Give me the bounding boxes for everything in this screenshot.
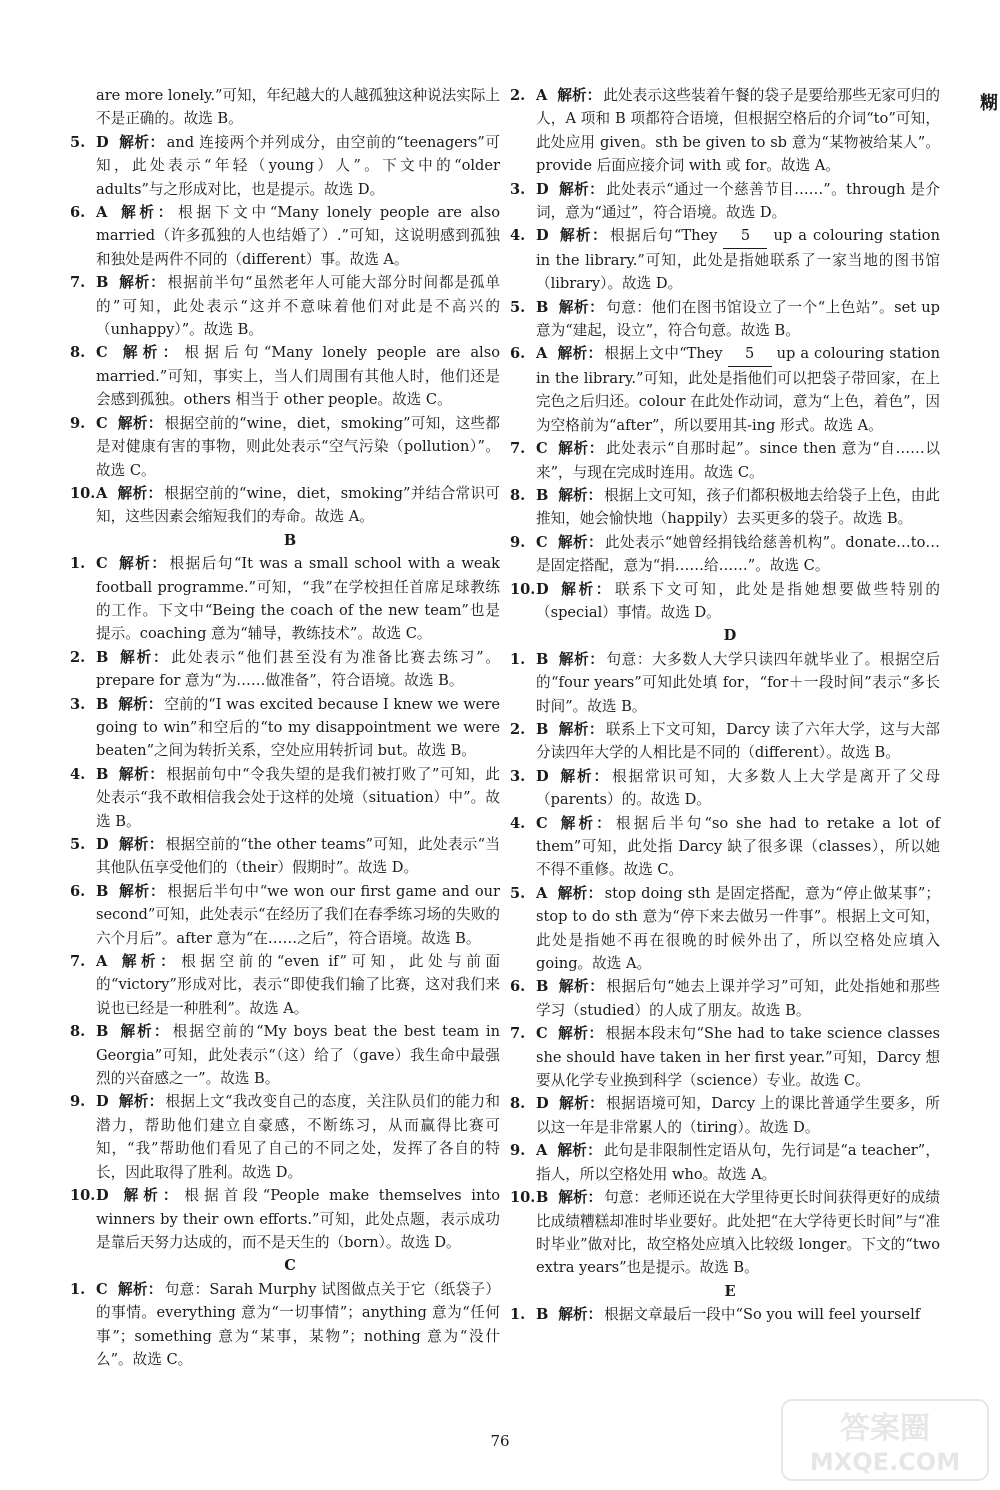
answer-letter: B bbox=[536, 298, 549, 316]
answer-letter: B bbox=[96, 765, 109, 783]
analysis-label: 解析： bbox=[117, 1280, 163, 1298]
question-number: 7. bbox=[510, 440, 526, 458]
answer-letter: B bbox=[96, 648, 109, 666]
answer-item bbox=[70, 341, 500, 411]
answer-letter: C bbox=[96, 414, 108, 432]
question-number: 1. bbox=[70, 1280, 86, 1298]
analysis-text: 根据前半句“虽然老年人可能大部分时间都是孤单的”可知，此处表示“这并不意味着他们对此是不高兴的（unhappy）”。故选 B。 bbox=[96, 274, 500, 339]
answer-item bbox=[510, 531, 940, 578]
question-number: 6. bbox=[70, 204, 86, 222]
answer-item bbox=[70, 552, 500, 646]
answer-letter: D bbox=[536, 580, 549, 598]
answer-item bbox=[510, 1303, 940, 1326]
question-number: 5. bbox=[70, 836, 86, 853]
analysis-text: stop doing sth 是固定搭配，意为“停止做某事”；stop to do sth 意为“停下来去做另一件事”。根据上文可知，此处是指她不再在很晚的时候外出了，所以空格处应填入 going。故选 A。 bbox=[536, 884, 940, 973]
analysis-text: 此句是非限制性定语从句，先行词是“a teacher”，指人，所以空格处用 who。故选 A。 bbox=[536, 1142, 940, 1183]
answer-letter: B bbox=[536, 1306, 549, 1324]
answer-item bbox=[70, 131, 500, 201]
answer-item bbox=[70, 646, 500, 693]
page-number: 76 bbox=[490, 1432, 510, 1450]
fill-blank: 5 bbox=[723, 224, 767, 248]
analysis-text: 根据后半句“so she had to retake a lot of them”可知，此处指 Darcy 缺了很多课（classes），所以她不得不重修。故选 C。 bbox=[536, 814, 940, 879]
analysis-label: 解析： bbox=[558, 978, 605, 996]
answer-letter: A bbox=[536, 345, 548, 363]
answer-item bbox=[510, 765, 940, 812]
analysis-label: 解析： bbox=[557, 87, 602, 104]
analysis-text: 根据后句“It was a small school with a weak football programme.”可知，“我”在学校担任首席足球教练的工作。下文中“Being the coach of the new team”也是提示。coaching 意为“辅导，教练技术”。故选 C。 bbox=[96, 555, 500, 643]
answer-letter: D bbox=[96, 1187, 109, 1205]
question-number: 5. bbox=[70, 133, 86, 151]
answer-item bbox=[510, 342, 940, 437]
question-number: 3. bbox=[70, 695, 86, 713]
answer-item bbox=[70, 482, 500, 529]
analysis-label: 解析： bbox=[557, 533, 603, 551]
answer-item bbox=[510, 578, 940, 625]
question-number: 10. bbox=[70, 1187, 96, 1205]
analysis-label: 解析： bbox=[557, 345, 603, 363]
analysis-text: 根据语境可知，Darcy 上的课比普通学生要多，所以这一年是非常累人的（tiring）。故选 D。 bbox=[536, 1095, 940, 1136]
answer-item bbox=[70, 1090, 500, 1184]
analysis-text: 根据空前的“the other teams”可知，此处表示“当其他队伍享受他们的（their）假期时”。故选 D。 bbox=[96, 836, 500, 877]
right-column bbox=[510, 84, 940, 1327]
analysis-text: 此处表示“通过一个慈善节目……”。through 是介词，意为“通过”，符合语境。故选 D。 bbox=[536, 180, 940, 222]
analysis-label: 解析： bbox=[117, 414, 163, 432]
answer-item bbox=[70, 950, 500, 1020]
answer-letter: D bbox=[536, 227, 549, 245]
analysis-label: 解析： bbox=[558, 227, 609, 245]
analysis-text: 句意：老师还说在大学里待更长时间获得更好的成绩比成绩糟糕却准时毕业要好。此处把“在大学待更长时间”与“准时毕业”做对比，故空格处应填入比较级 longer。下文的“two extra years”也是提示。故选 B。 bbox=[536, 1189, 940, 1277]
analysis-label: 解析： bbox=[117, 953, 180, 971]
analysis-label: 解析： bbox=[118, 133, 165, 151]
question-number: 10. bbox=[70, 484, 96, 502]
analysis-label: 解析： bbox=[118, 1023, 171, 1041]
analysis-label: 解析： bbox=[118, 836, 164, 853]
analysis-text: and 连接两个并列成分，由空前的“teenagers”可知，此处表示“年轻（young）人”。下文中的“older adults”与之形成对比，也是提示。故选 D。 bbox=[96, 133, 500, 198]
question-number: 8. bbox=[70, 1023, 86, 1041]
question-number: 9. bbox=[510, 1142, 526, 1160]
answer-item bbox=[510, 975, 940, 1022]
analysis-text: 此处表示“他们甚至没有为准备比赛去练习”。prepare for 意为“为……做准备”，符合语境。故选 B。 bbox=[96, 648, 500, 690]
answer-letter: B bbox=[536, 486, 549, 504]
question-number: 10. bbox=[510, 1189, 536, 1207]
analysis-text: 根据上文中“They bbox=[604, 345, 728, 363]
answer-item bbox=[70, 1020, 500, 1090]
answer-letter: B bbox=[96, 1023, 109, 1041]
analysis-text: 根据空前的“My boys beat the best team in Georgia”可知，此处表示“（这）给了（gave）我生命中最强烈的兴奋感之一”。故选 B。 bbox=[96, 1023, 500, 1088]
question-number: 6. bbox=[510, 345, 526, 363]
fill-blank: 5 bbox=[728, 342, 772, 366]
analysis-label: 解析： bbox=[558, 180, 605, 198]
question-number: 3. bbox=[510, 767, 526, 785]
answer-letter: D bbox=[96, 133, 109, 151]
analysis-label: 解析： bbox=[558, 650, 605, 668]
answer-item bbox=[510, 882, 940, 976]
question-number: 10. bbox=[510, 580, 536, 598]
answer-item bbox=[70, 1184, 500, 1254]
analysis-text: 此处表示“她曾经捐钱给慈善机构”。donate…to… 是固定搭配，意为“捐……给……”。故选 C。 bbox=[536, 533, 940, 575]
question-number: 7. bbox=[70, 953, 86, 971]
analysis-text: 空前的“I was excited because I knew we were going to win”和空后的“to my disappointment we were beaten”之间为转折关系，空处应用转折词 but。故选 B。 bbox=[96, 695, 500, 760]
answer-letter: B bbox=[536, 978, 549, 996]
analysis-text: up a colouring station in the library.”可知，此处是指他们可以把袋子带回家，在上完色之后归还。colour 在此处作动词，意为“上色，着色”，因为空格前为“after”，所以要用其-ing 形式。故选 A。 bbox=[536, 345, 940, 434]
analysis-text: 根据上文“我改变自己的态度，关注队员们的能力和潜力，帮助他们建立自豪感，不断练习，从而赢得比赛可知，“我”帮助他们看见了自己的不同之处，发挥了各自的特长，因此取得了胜利。故选 D。 bbox=[96, 1093, 500, 1181]
svg-text:答案圈: 答案圈 bbox=[840, 1411, 930, 1446]
question-number: 1. bbox=[510, 650, 526, 668]
answer-letter: C bbox=[536, 814, 548, 832]
answer-item bbox=[510, 1139, 940, 1186]
svg-text:MXQE.COM: MXQE.COM bbox=[809, 1448, 961, 1476]
answer-letter: A bbox=[96, 484, 108, 502]
answer-item bbox=[70, 271, 500, 341]
answer-item bbox=[70, 1278, 500, 1372]
analysis-text: 根据文章最后一段中“So you will feel yourself bbox=[604, 1306, 921, 1324]
answer-letter: C bbox=[96, 344, 108, 362]
analysis-label: 解析： bbox=[557, 814, 614, 832]
answer-item bbox=[510, 1092, 940, 1139]
analysis-label: 解析： bbox=[118, 274, 166, 292]
answer-letter: D bbox=[96, 1093, 109, 1111]
answer-item bbox=[70, 201, 500, 271]
analysis-label: 解析： bbox=[557, 1142, 602, 1160]
section-heading: B bbox=[283, 531, 297, 549]
analysis-text: 根据首段“People make themselves into winners by their own efforts.”可知，此处点题，表示成功是靠后天努力达成的，而不是天生的（born）。故选 D。 bbox=[96, 1187, 500, 1251]
analysis-text: 句意：大多数人大学只读四年就毕业了。根据空后的“four years”可知此处填 for，“for＋一段时间”表示“多长时间”。故选 B。 bbox=[536, 650, 940, 715]
analysis-text: 根据空前的“wine，diet，smoking”可知，这些都是对健康有害的事物，则此处表示“空气污染（pollution）”。故选 C。 bbox=[96, 414, 500, 479]
answer-letter: B bbox=[96, 695, 109, 713]
analysis-label: 解析： bbox=[558, 720, 604, 738]
analysis-label: 解析： bbox=[557, 1025, 604, 1043]
analysis-label: 解析： bbox=[558, 1095, 605, 1113]
question-number: 6. bbox=[510, 978, 526, 996]
answer-item bbox=[510, 84, 940, 178]
question-number: 9. bbox=[510, 533, 526, 551]
answer-letter: C bbox=[536, 440, 548, 458]
question-number: 2. bbox=[510, 720, 526, 738]
answer-letter: C bbox=[536, 1025, 548, 1043]
question-number: 8. bbox=[70, 344, 86, 362]
analysis-text: 句意：Sarah Murphy 试图做点关于它（纸袋子）的事情。everything 意为“一切事情”；anything 意为“任何事”；something 意为“某事，某物”；nothing 意为“没什么”。故选 C。 bbox=[96, 1280, 500, 1368]
answer-letter: D bbox=[536, 1095, 549, 1113]
analysis-text: 根据前句中“令我失望的是我们被打败了”可知，此处表示“我不敢相信我会处于这样的处境（situation）中”。故选 B。 bbox=[96, 765, 500, 830]
analysis-text: up a colouring station in the library.”可知，此处是指她联系了一家当地的图书馆（library）。故选 D。 bbox=[536, 227, 940, 293]
analysis-label: 解析： bbox=[118, 765, 165, 783]
question-number: 6. bbox=[70, 882, 86, 900]
analysis-label: 解析： bbox=[558, 1189, 603, 1207]
analysis-label: 解析： bbox=[118, 695, 163, 713]
analysis-text: 根据后半句中“we won our first game and our second”可知，此处表示“在经历了我们在春季练习场的失败的六个月后”。after 意为“在……之后”，符合语境。故选 B。 bbox=[96, 882, 500, 947]
answer-item bbox=[70, 412, 500, 482]
answer-letter: A bbox=[536, 87, 548, 104]
answer-letter: D bbox=[536, 180, 549, 198]
question-number: 4. bbox=[70, 765, 86, 783]
analysis-label: 解析： bbox=[117, 484, 163, 502]
answer-item bbox=[510, 1022, 940, 1092]
answer-item bbox=[70, 880, 500, 950]
analysis-text: 此处表示这些装着午餐的袋子是要给那些无家可归的人，A 项和 B 项都符合语境，但根据空格后的介词“to”可知，此处应用 given。sth be given to sb 意为“某物被给某人”。provide 后面应接介词 with 或 for。故选 A。 bbox=[536, 87, 940, 175]
answer-item bbox=[510, 718, 940, 765]
analysis-label: 解析： bbox=[558, 580, 614, 598]
answer-item bbox=[70, 833, 500, 880]
question-number: 5. bbox=[510, 884, 526, 902]
analysis-text: 根据下文中“Many lonely people are also married（许多孤独的人也结婚了）.”可知，这说明感到孤独和独处是两件不同的（different）事。故选 A。 bbox=[96, 204, 500, 268]
question-number: 9. bbox=[70, 414, 86, 432]
analysis-text: 此处表示“自那时起”。since then 意为“自……以来”，与现在完成时连用。故选 C。 bbox=[536, 440, 940, 481]
question-number: 8. bbox=[510, 486, 526, 504]
analysis-label: 解析： bbox=[558, 486, 603, 504]
answer-item bbox=[70, 693, 500, 763]
answer-letter: C bbox=[536, 533, 548, 551]
analysis-label: 解析： bbox=[558, 1306, 603, 1324]
left-column bbox=[70, 84, 500, 1371]
answer-letter: B bbox=[96, 274, 109, 292]
answer-item bbox=[510, 224, 940, 295]
answer-letter: A bbox=[96, 204, 108, 222]
analysis-text: 根据空前的“wine，diet，smoking”并结合常识可知，这些因素会缩短我们的寿命。故选 A。 bbox=[96, 484, 500, 526]
answer-item bbox=[510, 1186, 940, 1280]
answer-item bbox=[510, 484, 940, 531]
answer-letter: A bbox=[536, 1142, 548, 1160]
analysis-text: 根据上文可知，孩子们都积极地去给袋子上色，由此推知，她会愉快地（happily）去买更多的袋子。故选 B。 bbox=[536, 486, 940, 528]
answer-letter: C bbox=[96, 1280, 108, 1298]
answer-letter: D bbox=[536, 767, 549, 785]
question-number: 9. bbox=[70, 1093, 86, 1111]
question-number: 4. bbox=[510, 227, 526, 245]
analysis-text: are more lonely.”可知，年纪越大的人越孤独这种说法实际上不是正确的。故选 B。 bbox=[96, 87, 500, 128]
analysis-label: 解析： bbox=[117, 555, 168, 573]
answer-letter: B bbox=[536, 650, 549, 668]
answer-item bbox=[510, 812, 940, 882]
analysis-label: 解析： bbox=[118, 1093, 164, 1111]
analysis-text: 根据本段末句“She had to take science classes she should have taken in her first year.”可知，Darcy 想要从化学专业换到科学（science）专业。故选 C。 bbox=[536, 1025, 940, 1090]
question-number: 3. bbox=[510, 180, 526, 198]
answer-item bbox=[510, 296, 940, 343]
answer-item bbox=[70, 763, 500, 833]
question-number: 7. bbox=[510, 1025, 526, 1043]
question-number: 2. bbox=[70, 648, 86, 666]
answer-letter: B bbox=[536, 1189, 549, 1207]
analysis-label: 解析： bbox=[118, 1187, 183, 1205]
watermark-logo bbox=[780, 1398, 990, 1482]
analysis-label: 解析： bbox=[558, 298, 605, 316]
question-number: 1. bbox=[70, 555, 86, 573]
question-number: 8. bbox=[510, 1095, 526, 1113]
analysis-label: 解析： bbox=[557, 884, 603, 902]
question-number: 5. bbox=[510, 298, 526, 316]
analysis-text: 联系下文可知，此处是指她想要做些特别的（special）事情。故选 D。 bbox=[536, 580, 940, 621]
answer-letter: B bbox=[96, 882, 109, 900]
answer-letter: A bbox=[536, 884, 548, 902]
analysis-text: 句意：他们在图书馆设立了一个“上色站”。set up 意为“建起，设立”，符合句意。故选 B。 bbox=[536, 298, 940, 340]
analysis-text: 根据后句“Many lonely people are also married.”可知，事实上，当人们周围有其他人时，他们还是会感到孤独。others 相当于 other people。故选 C。 bbox=[96, 344, 500, 409]
analysis-text: 根据后句“她去上课并学习”可知，此处指她和那些学习（studied）的人成了朋友。故选 B。 bbox=[536, 978, 940, 1019]
section-heading: C bbox=[284, 1257, 296, 1275]
answer-letter: D bbox=[96, 836, 109, 853]
answer-letter: A bbox=[96, 953, 108, 971]
analysis-label: 解析： bbox=[558, 767, 611, 785]
analysis-label: 解析： bbox=[117, 344, 183, 362]
analysis-text: 根据常识可知，大多数人上大学是离开了父母（parents）的。故选 D。 bbox=[536, 767, 940, 809]
answer-letter: C bbox=[96, 555, 108, 573]
section-heading: E bbox=[724, 1282, 736, 1300]
section-heading: D bbox=[723, 627, 737, 645]
analysis-label: 解析： bbox=[557, 440, 605, 458]
question-number: 1. bbox=[510, 1306, 526, 1324]
continued-answer-text bbox=[70, 84, 500, 131]
answer-item bbox=[510, 437, 940, 484]
answer-item bbox=[510, 178, 940, 225]
question-number: 4. bbox=[510, 814, 526, 832]
answer-item bbox=[510, 648, 940, 718]
question-number: 2. bbox=[510, 87, 526, 104]
analysis-label: 解析： bbox=[118, 882, 166, 900]
analysis-label: 解析： bbox=[117, 204, 177, 222]
edge-mark: 糊 bbox=[980, 93, 998, 114]
analysis-label: 解析： bbox=[118, 648, 170, 666]
analysis-text: 联系上下文可知，Darcy 读了六年大学，这与大部分读四年大学的人相比是不同的（different）。故选 B。 bbox=[536, 720, 940, 762]
question-number: 7. bbox=[70, 274, 86, 292]
answer-letter: B bbox=[536, 720, 549, 738]
analysis-text: 根据空前的“even if”可知，此处与前面的“victory”形成对比，表示“即使我们输了比赛，这对我们来说也已经是一种胜利”。故选 A。 bbox=[96, 953, 500, 1017]
analysis-text: 根据后句“They bbox=[610, 227, 724, 245]
